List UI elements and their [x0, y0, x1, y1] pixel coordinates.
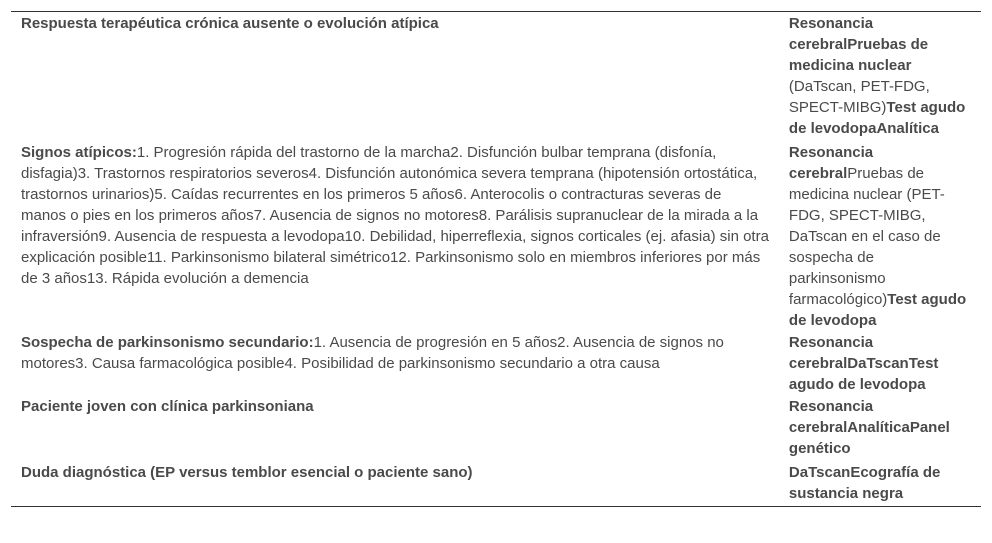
test-item: Analítica — [876, 120, 939, 137]
test-item: Test agudo de levodopa — [788, 355, 939, 393]
clinical-situation-cell — [11, 331, 779, 395]
recommended-tests-cell — [779, 331, 981, 395]
row-heading: Sospecha de parkinsonismo secundario: — [21, 334, 314, 351]
recommended-tests-cell — [779, 12, 981, 142]
row-heading: Signos atípicos: — [21, 144, 137, 161]
recommended-tests-cell — [779, 461, 981, 507]
test-item: Panel genético — [788, 419, 950, 457]
clinical-situation-cell — [11, 12, 779, 142]
test-item: Pruebas de medicina nuclear — [788, 36, 929, 74]
table-row — [11, 12, 981, 142]
criteria-text: 1. Progresión rápida del trastorno de la marcha2. Disfunción bulbar temprana (disfonía, disfagia)3. Trastornos respiratorios severos4. Disfunción autonómica severa temprana (hipotensión ortostática, trastornos urinarios)5. Caídas recurrentes en los primeros 5 años6. Anterocolis o contracturas severas de manos o pies en los primeros años7. Ausencia de signos no motores8. Parálisis supranuclear de la mirada a la infraversión9. Ausencia de respuesta a levodopa10. Debilidad, hiperreflexia, signos corticales (ej. afasia) sin otra explicación posible11. Parkinsonismo bilateral simétrico12. Parkinsonismo solo en miembros inferiores por más de 3 años13. Rápida evolución a demencia — [21, 144, 769, 287]
test-item: Resonancia cerebral — [788, 144, 874, 182]
row-heading: Respuesta terapéutica crónica ausente o evolución atípica — [21, 15, 439, 32]
clinical-situation-cell — [11, 395, 779, 461]
recommended-tests-cell — [779, 141, 981, 331]
row-heading: Duda diagnóstica (EP versus temblor esencial o paciente sano) — [21, 464, 473, 481]
test-detail: Pruebas de medicina nuclear (PET-FDG, SPECT-MIBG, DaTscan en el caso de sospecha de parkinsonismo farmacológico) — [788, 165, 945, 308]
table-row — [11, 395, 981, 461]
test-item: Resonancia cerebral — [788, 334, 874, 372]
test-item: Test agudo de levodopa — [788, 99, 966, 137]
table-row — [11, 461, 981, 507]
test-item: Analítica — [847, 419, 910, 436]
test-item: DaTscan — [788, 464, 851, 481]
clinical-situation-cell — [11, 141, 779, 331]
criteria-text: 1. Ausencia de progresión en 5 años2. Ausencia de signos no motores3. Causa farmacológica posible4. Posibilidad de parkinsonismo secundario a otra causa — [21, 334, 724, 372]
test-item: Ecografía de sustancia negra — [788, 464, 941, 502]
diagnostic-table — [11, 11, 981, 507]
table-row — [11, 331, 981, 395]
test-item: Test agudo de levodopa — [788, 291, 967, 329]
test-detail: (DaTscan, PET-FDG, SPECT-MIBG) — [788, 78, 930, 116]
table-row — [11, 141, 981, 331]
recommended-tests-cell — [779, 395, 981, 461]
row-heading: Paciente joven con clínica parkinsoniana — [21, 398, 314, 415]
test-item: Resonancia cerebral — [788, 15, 874, 53]
test-item: Resonancia cerebral — [788, 398, 874, 436]
clinical-situation-cell — [11, 461, 779, 507]
test-item: DaTscan — [847, 355, 909, 372]
